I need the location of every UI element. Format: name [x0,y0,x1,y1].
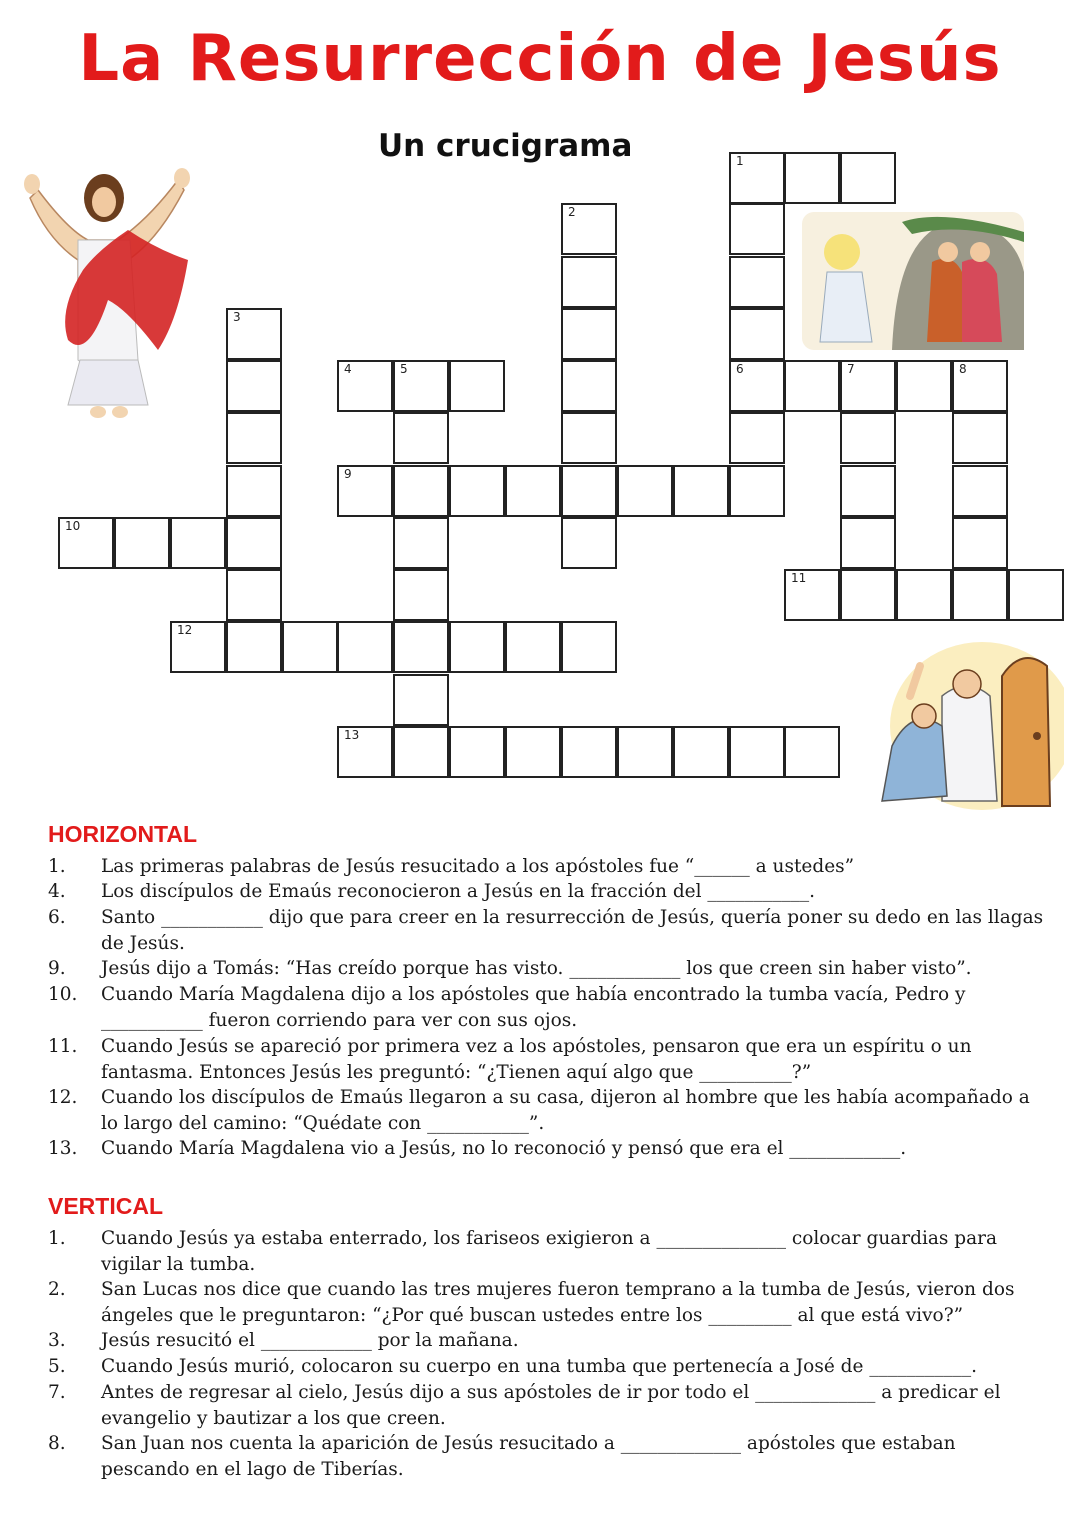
clue-number: 1 [736,154,744,168]
clue-text: Jesús resucitó el ____________ por la mañana. [101,1330,519,1351]
clue-number: 11. [48,1036,78,1057]
clue-number: 2 [568,205,576,219]
crossword-cell[interactable] [952,360,1008,412]
clue-number: 3. [48,1330,66,1351]
clue-number: 7 [847,362,855,376]
crossword-cell[interactable] [393,569,449,621]
clue-number: 4. [48,881,66,902]
crossword-cell[interactable] [226,308,282,360]
crossword-cell[interactable] [393,517,449,569]
clue-text: Las primeras palabras de Jesús resucitado a los apóstoles fue “______ a ustedes” [101,856,855,877]
crossword-cell[interactable] [393,674,449,726]
crossword-cell[interactable] [561,256,617,308]
crossword-cell[interactable] [226,569,282,621]
crossword-cell[interactable] [337,465,393,517]
crossword-cell[interactable] [561,308,617,360]
crossword-cell[interactable] [729,360,785,412]
crossword-cell[interactable] [952,569,1008,621]
clue-text: Cuando Jesús ya estaba enterrado, los fariseos exigieron a ______________ colocar guardias para vigilar la tumba. [101,1228,998,1275]
crossword-cell[interactable] [561,621,617,673]
crossword-cell[interactable] [729,256,785,308]
crossword-cell[interactable] [226,360,282,412]
horizontal-clue [48,854,1048,880]
clue-number: 9. [48,958,66,979]
crossword-cell[interactable] [896,360,952,412]
crossword-cell[interactable] [840,465,896,517]
crossword-cell[interactable] [729,308,785,360]
crossword-cell[interactable] [282,621,338,673]
crossword-cell[interactable] [505,726,561,778]
clue-number: 7. [48,1382,66,1403]
crossword-cell[interactable] [617,465,673,517]
crossword-cell[interactable] [226,621,282,673]
clue-text: Los discípulos de Emaús reconocieron a Jesús en la fracción del ___________. [101,881,816,902]
crossword-cell[interactable] [840,569,896,621]
horizontal-clue [48,982,1048,1033]
vertical-clue [48,1226,1048,1277]
crossword-cell[interactable] [784,152,840,204]
crossword-cell[interactable] [58,517,114,569]
crossword-cell[interactable] [673,465,729,517]
horizontal-clue [48,879,1048,905]
crossword-cell[interactable] [561,203,617,255]
clue-number: 12. [48,1087,78,1108]
clue-number: 10. [48,984,78,1005]
crossword-cell[interactable] [617,726,673,778]
crossword-cell[interactable] [1008,569,1064,621]
crossword-cell[interactable] [952,412,1008,464]
vertical-clue [48,1354,1048,1380]
clue-number: 10 [65,519,81,533]
crossword-cell[interactable] [896,569,952,621]
clue-text: Cuando María Magdalena vio a Jesús, no lo reconoció y pensó que era el ____________. [101,1138,907,1159]
crossword-cell[interactable] [226,465,282,517]
crossword-cell[interactable] [561,465,617,517]
crossword-cell[interactable] [729,412,785,464]
clue-number: 9 [344,467,352,481]
crossword-cell[interactable] [561,360,617,412]
crossword-cell[interactable] [840,152,896,204]
doubting-thomas-illustration [872,636,1064,810]
page-title: La Resurrección de Jesús [78,22,1002,96]
crossword-cell[interactable] [337,621,393,673]
risen-jesus-illustration [8,160,198,425]
horizontal-clue [48,1085,1048,1136]
crossword-cell[interactable] [784,726,840,778]
vertical-clue [48,1328,1048,1354]
crossword-cell[interactable] [840,412,896,464]
crossword-cell[interactable] [393,412,449,464]
clue-text: Jesús dijo a Tomás: “Has creído porque has visto. ____________ los que creen sin haber visto”. [101,958,972,979]
horizontal-heading: HORIZONTAL [48,821,198,847]
clue-text: San Juan nos cuenta la aparición de Jesús resucitado a _____________ apóstoles que estaban pescando en el lago de Tiberías. [101,1433,956,1480]
crossword-cell[interactable] [226,412,282,464]
horizontal-clue [48,1034,1048,1085]
crossword-cell[interactable] [561,726,617,778]
clue-number: 11 [791,571,807,585]
clue-text: Cuando María Magdalena dijo a los apóstoles que había encontrado la tumba vacía, Pedro y ___________ fueron corriendo para ver con sus ojos. [101,984,966,1031]
clue-number: 6. [48,907,66,928]
clue-number: 13 [344,728,360,742]
crossword-cell[interactable] [729,726,785,778]
crossword-cell[interactable] [952,465,1008,517]
crossword-cell[interactable] [337,726,393,778]
crossword-cell[interactable] [393,726,449,778]
vertical-clue [48,1277,1048,1328]
clue-number: 8. [48,1433,66,1454]
crossword-cell[interactable] [784,569,840,621]
clue-number: 13. [48,1138,78,1159]
clue-number: 2. [48,1279,66,1300]
page-subtitle: Un crucigrama [378,128,633,164]
crossword-cell[interactable] [561,517,617,569]
crossword-cell[interactable] [170,621,226,673]
crossword-cell[interactable] [952,517,1008,569]
crossword-cell[interactable] [449,726,505,778]
crossword-cell[interactable] [449,465,505,517]
horizontal-clue [48,905,1048,956]
clue-number: 6 [736,362,744,376]
crossword-cell[interactable] [449,360,505,412]
crossword-cell[interactable] [337,360,393,412]
crossword-cell[interactable] [114,517,170,569]
crossword-cell[interactable] [729,203,785,255]
clue-text: Antes de regresar al cielo, Jesús dijo a sus apóstoles de ir por todo el _____________ a predicar el evangelio y bautizar a los que creen. [101,1382,1001,1429]
clue-number: 1. [48,856,66,877]
clue-text: Cuando Jesús murió, colocaron su cuerpo en una tumba que pertenecía a José de ___________. [101,1356,977,1377]
clue-text: Cuando los discípulos de Emaús llegaron a su casa, dijeron al hombre que les había acompañado a lo largo del camino: “Quédate con ___________”. [101,1087,1030,1134]
crossword-cell[interactable] [449,621,505,673]
clue-number: 8 [959,362,967,376]
clue-number: 5 [400,362,408,376]
crossword-cell[interactable] [673,726,729,778]
crossword-cell[interactable] [393,621,449,673]
crossword-cell[interactable] [840,517,896,569]
clue-number: 1. [48,1228,66,1249]
clue-number: 12 [177,623,193,637]
crossword-cell[interactable] [170,517,226,569]
crossword-cell[interactable] [505,465,561,517]
vertical-clue [48,1380,1048,1431]
clue-number: 3 [233,310,241,324]
crossword-cell[interactable] [226,517,282,569]
clue-text: San Lucas nos dice que cuando las tres mujeres fueron temprano a la tumba de Jesús, vieron dos ángeles que le preguntaron: “¿Por qué buscan ustedes entre los _________ al que está vivo?” [101,1279,1015,1326]
clue-text: Cuando Jesús se apareció por primera vez a los apóstoles, pensaron que era un espíritu o un fantasma. Entonces Jesús les preguntó: “¿Tienen aquí algo que __________?” [101,1036,972,1083]
clue-number: 4 [344,362,352,376]
crossword-cell[interactable] [784,360,840,412]
crossword-cell[interactable] [393,465,449,517]
clue-number: 5. [48,1356,66,1377]
empty-tomb-angel-illustration [802,212,1024,350]
crossword-cell[interactable] [561,412,617,464]
horizontal-clue [48,956,1048,982]
crossword-cell[interactable] [729,465,785,517]
clue-text: Santo ___________ dijo que para creer en la resurrección de Jesús, quería poner su dedo en las llagas de Jesús. [101,907,1044,954]
horizontal-clue [48,1136,1048,1162]
crossword-cell[interactable] [505,621,561,673]
vertical-heading: VERTICAL [48,1193,163,1219]
crossword-cell[interactable] [393,360,449,412]
crossword-cell[interactable] [840,360,896,412]
vertical-clue [48,1431,1048,1482]
crossword-cell[interactable] [729,152,785,204]
